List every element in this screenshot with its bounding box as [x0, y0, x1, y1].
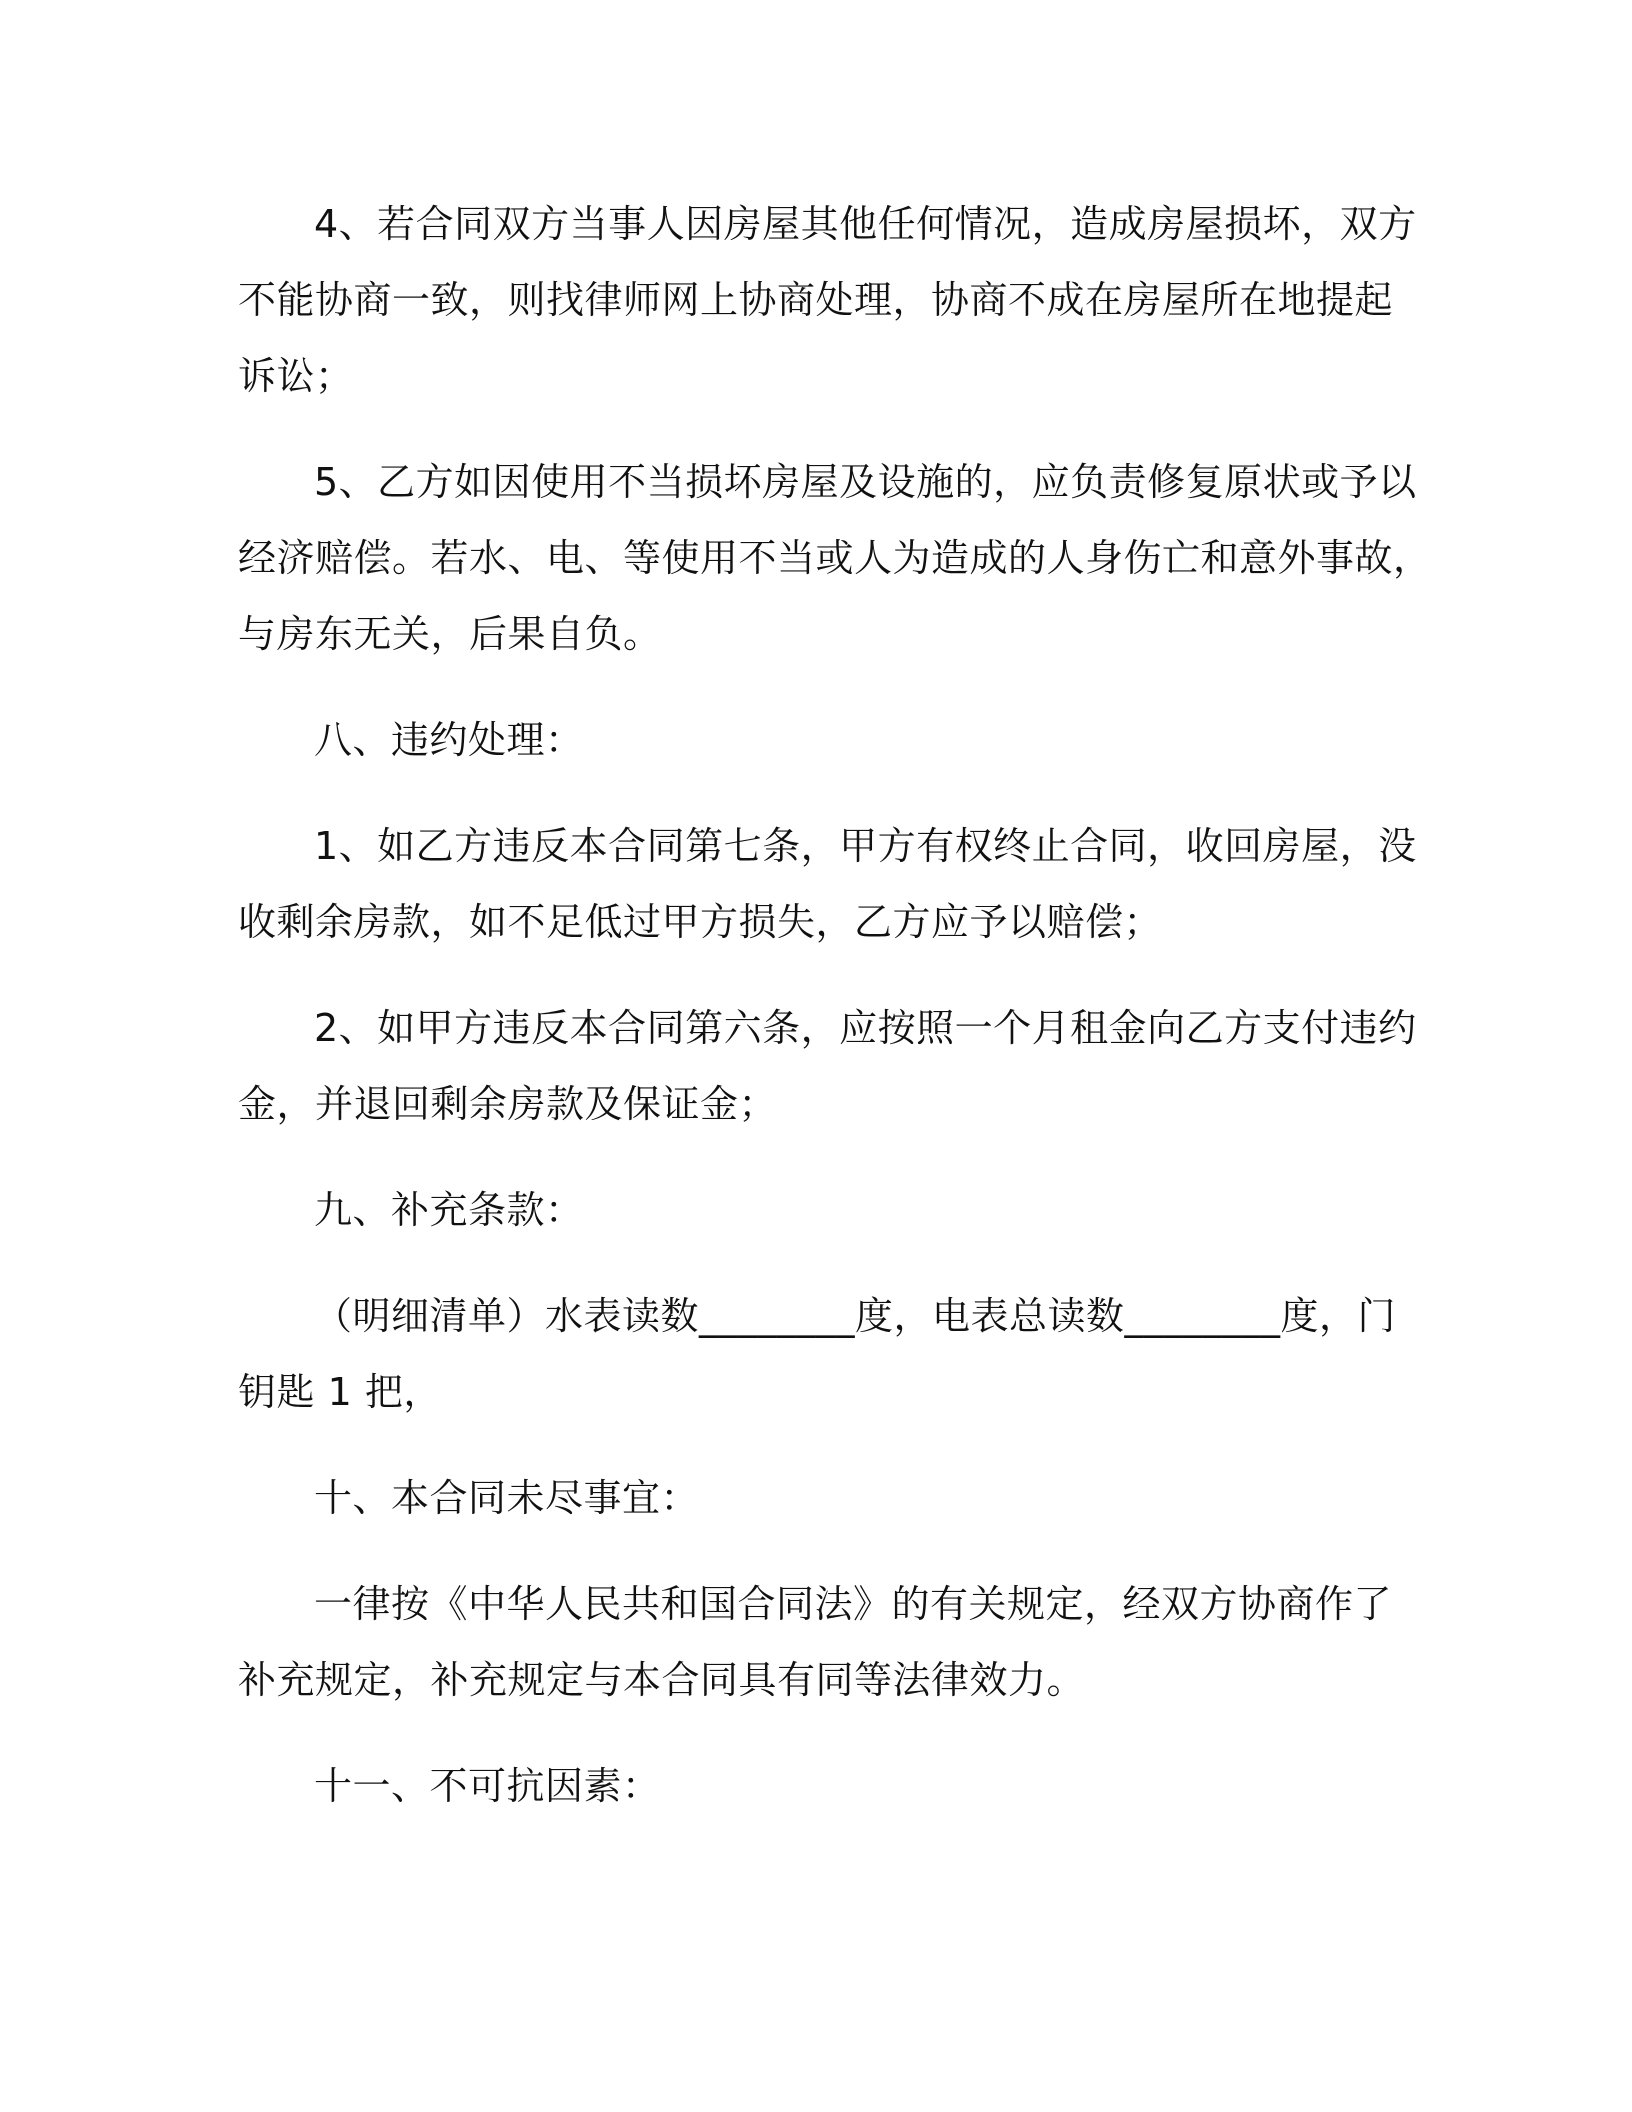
clause-paragraph-5 [238, 444, 1432, 672]
text-line: 4、若合同双方当事人因房屋其他任何情况，造成房屋损坏，双方 [314, 202, 1417, 246]
text-line: 收剩余房款，如不足低过甲方损失，乙方应予以赔偿； [238, 900, 1163, 944]
section-heading-force-majeure: 十一、不可抗因素： [314, 1764, 661, 1808]
clause-paragraph-4 [238, 186, 1417, 414]
text-line: 不能协商一致，则找律师网上协商处理，协商不成在房屋所在地提起 [238, 278, 1394, 322]
document-body [238, 186, 1432, 1854]
text-line: 钥匙 1 把， [238, 1370, 442, 1414]
text-line: （明细清单）水表读数________度，电表总读数________度，门 [314, 1294, 1397, 1338]
text-line: 5、乙方如因使用不当损坏房屋及设施的，应负责修复原状或予以 [314, 460, 1417, 504]
text-line: 诉讼； [238, 354, 354, 398]
unresolved-matters-item [238, 1566, 1393, 1718]
text-line: 经济赔偿。若水、电、等使用不当或人为造成的人身伤亡和意外事故， [238, 536, 1432, 580]
breach-item-1 [238, 808, 1417, 960]
text-line: 1、如乙方违反本合同第七条，甲方有权终止合同，收回房屋，没 [314, 824, 1417, 868]
text-line: 金，并退回剩余房款及保证金； [238, 1082, 778, 1126]
text-line: 2、如甲方违反本合同第六条，应按照一个月租金向乙方支付违约 [314, 1006, 1417, 1050]
supplementary-item [238, 1278, 1397, 1430]
section-heading-unresolved-matters: 十、本合同未尽事宜： [314, 1476, 700, 1520]
text-line: 与房东无关，后果自负。 [238, 612, 662, 656]
section-heading-supplementary: 九、补充条款： [314, 1188, 584, 1232]
section-heading-breach: 八、违约处理： [314, 718, 584, 762]
breach-item-2 [238, 990, 1417, 1142]
text-line: 一律按《中华人民共和国合同法》的有关规定，经双方协商作了 [314, 1582, 1393, 1626]
text-line: 补充规定，补充规定与本合同具有同等法律效力。 [238, 1658, 1086, 1702]
